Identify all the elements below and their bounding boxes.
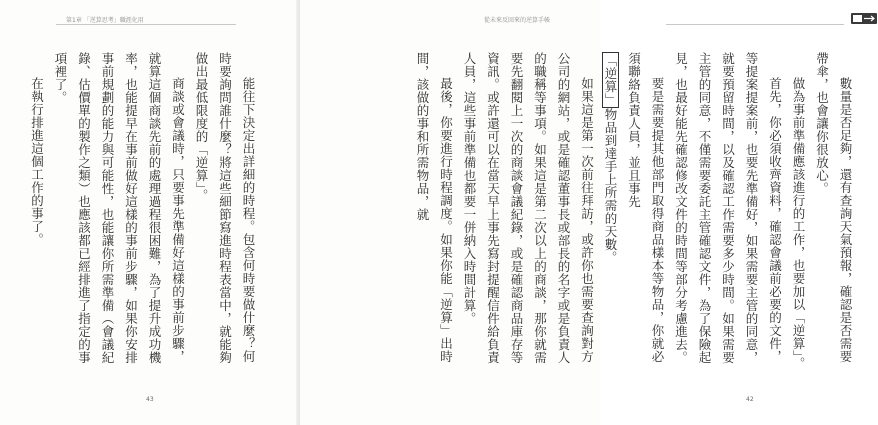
right-paragraph: 如果這是第一次前往拜訪，或許你也需要查詢對方公司的網站，或是確認董事長或部長的名字或是負責人的職稱等事項。如果這是第二次以上的商談，那你就需要先翻閱上一次的商談會議紀錄，或是確認商品庫存等資訊。或許還可以在當天早上事先寫封提醒信件給負責人員，這些事前準備也都要一併納入時間計算。 [462, 52, 595, 364]
right-paragraph: 首先，你必須收齊資料，確認會議前必要的文件，等提案提案前，也要先準備好，如果需要主管的同意，就要預留時間，以及確認工作需要多少時間。如果需要主管的同意，不僅需要委託主管確認文件，為了保險起見，也最好能先確認修改文件的時間等部分考慮進去。 [673, 52, 783, 364]
left-page-number: 43 [146, 396, 154, 403]
left-running-head: 第1章 「逆算思考」職涯化用 [66, 17, 144, 24]
left-paragraph: 能往下決定出詳細的時程。包含何時要做什麼？何時要詢問誰什麼？將這些細節寫進時程表當中，就能夠做出最低限度的「逆算」。 [194, 52, 256, 364]
book-tab-icon [850, 12, 878, 25]
right-paragraph: 要是需要提其他部門取得商品樣本等物品，你就必須聯絡負責人員，並且事先 [626, 52, 665, 363]
left-page [0, 0, 299, 425]
left-paragraph: 在執行排進這個工作的事了。 [29, 77, 45, 246]
right-paragraph-boxed [599, 52, 623, 374]
left-body-text [29, 52, 260, 374]
boxed-paragraph-text: 物品到達手上所需的天數。 [603, 108, 618, 264]
left-head-rule [56, 24, 236, 25]
left-paragraph: 商談或會議時，只要事先準備好這樣的事前步驟，就算這個商談先前的處理過程很困難，為了提升成功機率，也能提早在事前做好這樣的事前步驟，如果你安排事前規劃的能力與可能性，也能讓你所需準備（會議紀錄、估價單的製作之類）也應該都已經排進了指定的事項裡了。 [53, 52, 186, 364]
right-running-head: 從未來反回來的逆算手帳 [483, 17, 550, 24]
right-body-text [415, 52, 857, 374]
right-head-rule [666, 24, 844, 25]
right-paragraph: 最後，你要進行時程調度。如果你能「逆算」出時間，該做的事和所需物品，就 [415, 52, 454, 363]
right-page-number: 42 [746, 396, 754, 403]
boxed-term: 「逆算」 [603, 54, 618, 106]
right-page [300, 0, 853, 425]
right-paragraph: 數量是否足夠，還有查詢天氣預報，確認是否需要帶傘，也會讓你很放心。 [814, 52, 853, 363]
right-paragraph: 做為事前準備應該進行的工作，也要加以「逆算」。 [791, 77, 806, 370]
